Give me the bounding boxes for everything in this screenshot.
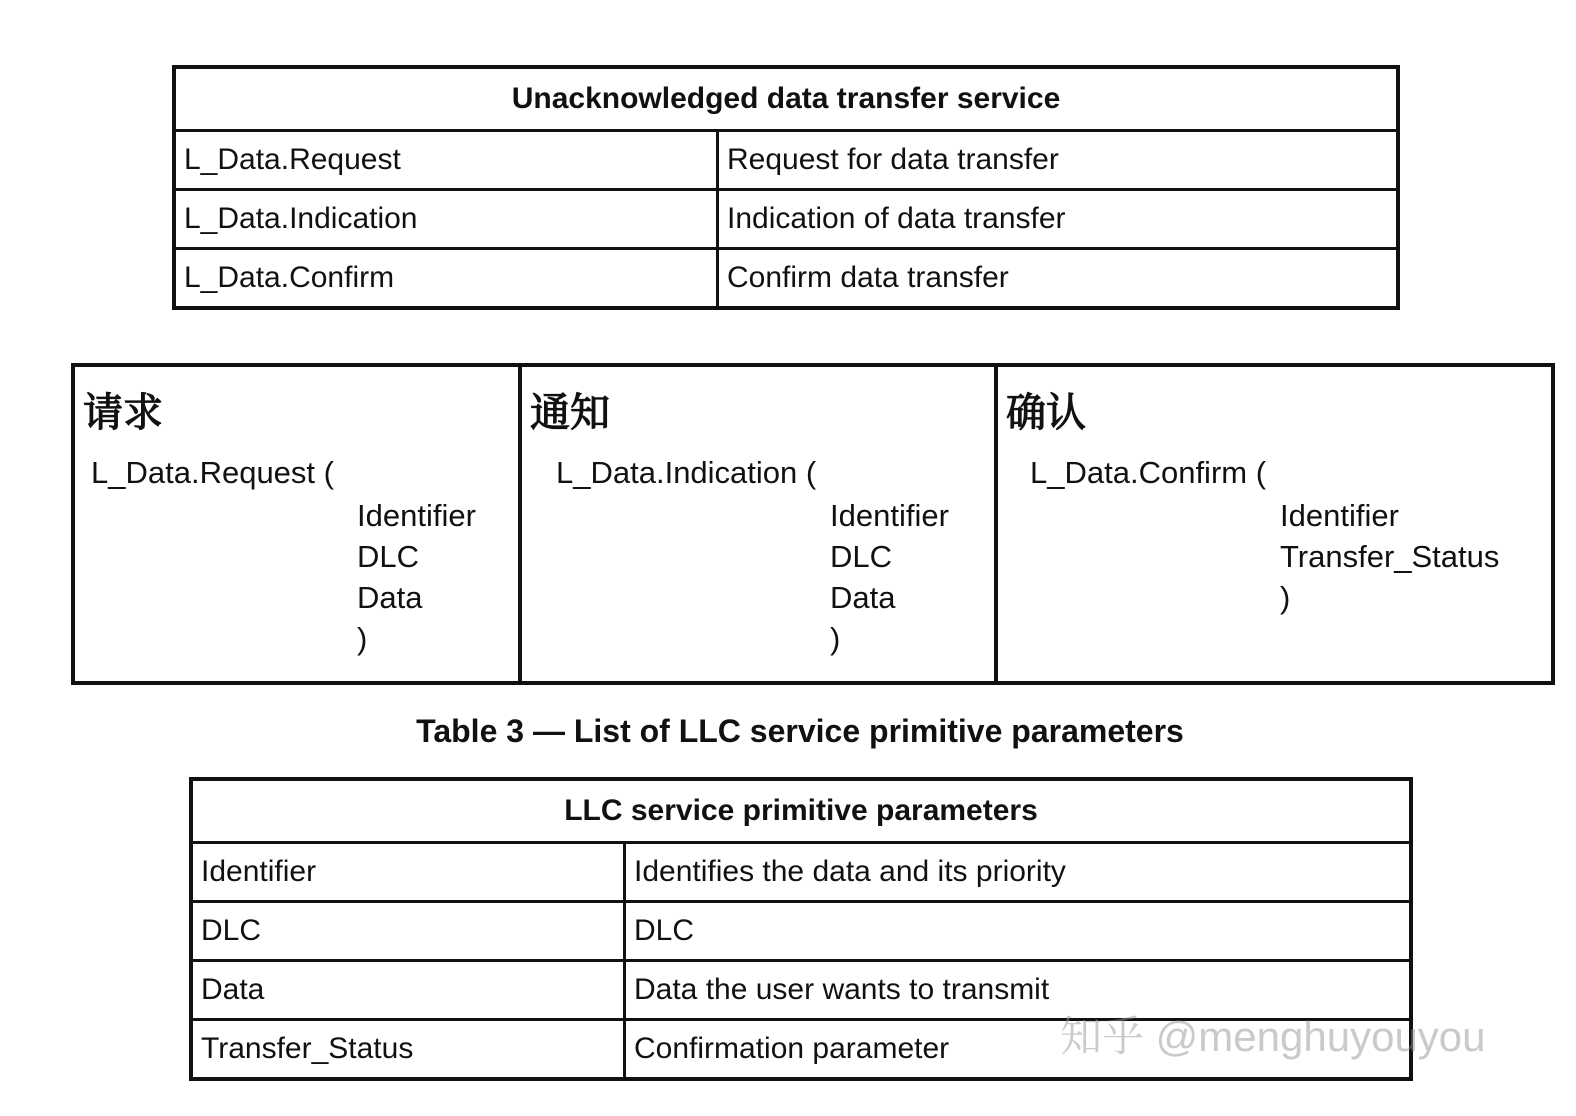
watermark: 知乎 @menghuyouyou [1060, 1013, 1486, 1060]
table-caption: Table 3 — List of LLC service primitive parameters [416, 713, 1184, 749]
cell: Transfer_Status [191, 1020, 625, 1080]
primitive-params: Identifier DLC Data ) [357, 498, 476, 656]
cell: Identifies the data and its priority [625, 843, 1412, 902]
cell: Indication of data transfer [718, 190, 1399, 249]
primitive-title: 通知 [530, 390, 610, 436]
cell: DLC [625, 902, 1412, 961]
cell: Confirmation parameter [625, 1020, 1412, 1080]
table-row [191, 843, 1411, 902]
table-header: Unacknowledged data transfer service [174, 67, 1398, 131]
cell: DLC [191, 902, 625, 961]
primitive-params: Identifier DLC Data ) [830, 498, 949, 656]
cell: Confirm data transfer [718, 249, 1399, 309]
primitive-confirm [998, 367, 1551, 681]
primitive-request [75, 367, 522, 681]
table-row [174, 131, 1398, 190]
primitive-function: L_Data.Confirm ( [1030, 455, 1267, 490]
cell: Data [191, 961, 625, 1020]
primitive-indication [522, 367, 998, 681]
cell: L_Data.Confirm [174, 249, 718, 309]
cell: Request for data transfer [718, 131, 1399, 190]
primitive-params: Identifier Transfer_Status ) [1280, 498, 1500, 615]
table-row [174, 190, 1398, 249]
cell: L_Data.Request [174, 131, 718, 190]
unacknowledged-service-table [172, 65, 1400, 310]
table-row [174, 249, 1398, 309]
table-header: LLC service primitive parameters [191, 779, 1411, 843]
primitive-definitions [71, 363, 1555, 685]
cell: Identifier [191, 843, 625, 902]
cell: Data the user wants to transmit [625, 961, 1412, 1020]
primitive-function: L_Data.Request ( [91, 455, 334, 490]
primitive-title: 确认 [1006, 390, 1086, 436]
primitive-title: 请求 [83, 390, 163, 436]
table-row [191, 902, 1411, 961]
cell: L_Data.Indication [174, 190, 718, 249]
primitive-function: L_Data.Indication ( [556, 455, 817, 490]
